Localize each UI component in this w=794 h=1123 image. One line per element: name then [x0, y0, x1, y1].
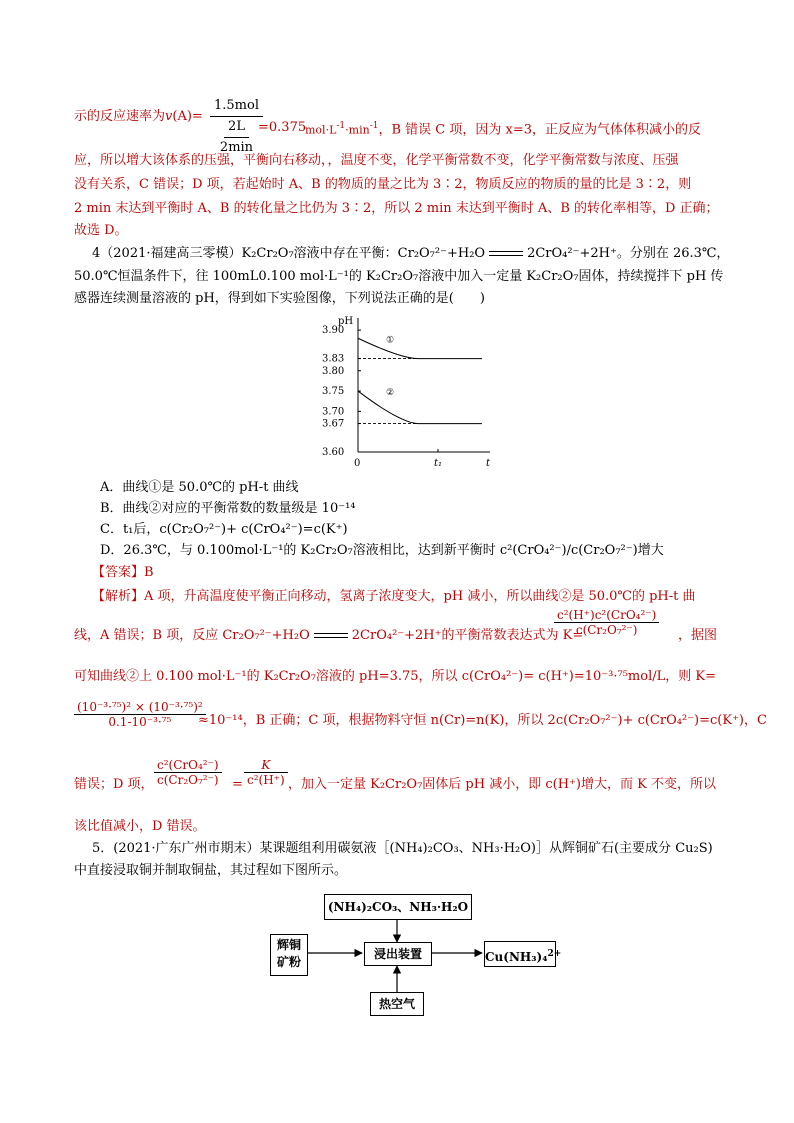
analysis-4: ≈10⁻¹⁴，B 正确；C 项，根据物料守恒 n(Cr)=n(K)，所以 2c(Cr₂O₇²⁻)+ c(CrO₄²⁻)=c(K⁺)，C [198, 713, 767, 728]
answer: 【答案】B [92, 565, 154, 580]
series-label: ① [386, 335, 395, 346]
rate-unit-line: $mol\cdot L^{-1}\cdot\min^{-1}$，B 错误 C 项，因为 x=3，正反应为气体体积减小的反 [305, 121, 701, 138]
y-tick-label: 3.83 [322, 353, 345, 365]
q5-stem-1: 5．(2021·广东广州市期末）某课题组利用碳氨液［(NH₄)₂CO₃、NH₃·H₂O)］从辉铜矿石(主要成分 Cu₂S) [92, 841, 713, 856]
analysis-1: 【解析】A 项，升高温度使平衡正向移动，氢离子浓度变大，pH 减小，所以曲线②是 50.0℃的 pH-t 曲 [92, 589, 696, 604]
y-tick-label: 3.90 [322, 325, 345, 337]
ore-box: 辉铜 矿粉 [270, 934, 308, 976]
text-line: 应，所以增大该体系的压强，平衡向右移动，，温度不变，化学平衡常数不变，化学平衡常数与浓度、压强 [74, 153, 679, 168]
x-tick-label: 0 [354, 458, 361, 469]
q5-stem-2: 中直接浸取铜并制取铜盐，其过程如下图所示。 [74, 863, 348, 878]
option-a: A．曲线①是 50.0℃的 pH-t 曲线 [100, 480, 299, 495]
hot-air-box: 热空气 [370, 992, 424, 1016]
x-axis-label: t [486, 458, 491, 469]
option-b: B．曲线②对应的平衡常数的数量级是 10⁻¹⁴ [100, 501, 356, 516]
q4-stem-1: 4（2021·福建高三零模）K₂Cr₂O₇溶液中存在平衡：Cr₂O₇²⁻+H₂O 2CrO₄²⁻+2H⁺。分别在 26.3℃， [92, 246, 730, 261]
text-line: 2 min 末达到平衡时 A、B 的转化量之比仍为 3∶2，所以 2 min 末达到平衡时 A、B 的转化率相等，D 正确； [74, 201, 719, 216]
option-d: D．26.3℃，与 0.100mol·L⁻¹的 K₂Cr₂O₇溶液相比，达到新平衡时 c²(CrO₄²⁻)/c(Cr₂O₇²⁻)增大 [100, 543, 664, 558]
analysis-6: 该比值减小，D 错误。 [74, 819, 206, 834]
rate-result: =0.375 [258, 120, 307, 135]
analysis-5a: 错误；D 项， [74, 777, 154, 792]
y-tick-label: 3.75 [322, 386, 345, 398]
text-line: 没有关系，C 错误；D 项，若起始时 A、B 的物质的量之比为 3∶2，物质反应的物质的量的比是 3∶2，则 [74, 177, 692, 192]
k-expression: c²(H⁺)c²(CrO₄²⁻) c(Cr₂O₇²⁻) [554, 608, 659, 637]
y-tick-label: 3.80 [322, 365, 345, 377]
analysis-5b: ，加入一定量 K₂Cr₂O₇固体后 pH 减小，即 c(H⁺)增大，而 K 不变，所以 [288, 777, 716, 792]
q4-stem-2: 50.0℃恒温条件下，往 100mL0.100 mol·L⁻¹的 K₂Cr₂O₇溶液中加入一定量 K₂Cr₂O₇固体，持续搅拌下 pH 传 [74, 269, 724, 284]
y-axis-label: pH [338, 316, 354, 327]
ratio-fraction-2: $\frac{K}{\text{c²(H⁺)}}$ [244, 758, 288, 787]
reagent-box: (NH₄)₂CO₃、NH₃·H₂O [324, 894, 472, 920]
equals-sign: = [232, 777, 243, 792]
y-tick-label: 3.60 [322, 447, 345, 458]
text-line: 故选 D。 [74, 223, 128, 238]
series-label: ② [386, 388, 395, 399]
q4-stem-3: 感器连续测量溶液的 pH，得到如下实验图像，下列说法正确的是( ) [74, 291, 485, 306]
text-line: ，据图 [678, 628, 718, 643]
ratio-fraction: c²(CrO₄²⁻) c(Cr₂O₇²⁻) [154, 758, 222, 787]
rate-fraction: 1.5mol 2L 2min [210, 96, 263, 158]
y-tick-label: 3.70 [322, 406, 345, 418]
fraction-line: 示的反应速率为v(A)= [74, 109, 203, 124]
leaching-device-box: 浸出装置 [364, 942, 432, 966]
x-tick-label: t₁ [434, 458, 443, 469]
analysis-2: 线，A 错误；B 项，反应 Cr₂O₇²⁻+H₂O 2CrO₄²⁻+2H⁺的平衡常数表达式为 K= [74, 628, 584, 643]
product-box: Cu(NH₃)₄$^{2+}$ [484, 941, 556, 967]
option-c: C．t₁后，c(Cr₂O₇²⁻)+ c(CrO₄²⁻)=c(K⁺) [100, 522, 348, 537]
k-value-fraction: $\frac{\text{(10⁻³·⁷⁵)² × (10⁻³·⁷⁵)²}}{\text{0.1-10⁻³·⁷⁵}}$ [74, 700, 206, 729]
y-tick-label: 3.67 [322, 418, 345, 430]
analysis-3: 可知曲线②上 0.100 mol·L⁻¹的 K₂Cr₂O₇溶液的 pH=3.75，所以 c(CrO₄²⁻)= c(H⁺)=10⁻³·⁷⁵mol/L，则 K= [74, 669, 716, 684]
